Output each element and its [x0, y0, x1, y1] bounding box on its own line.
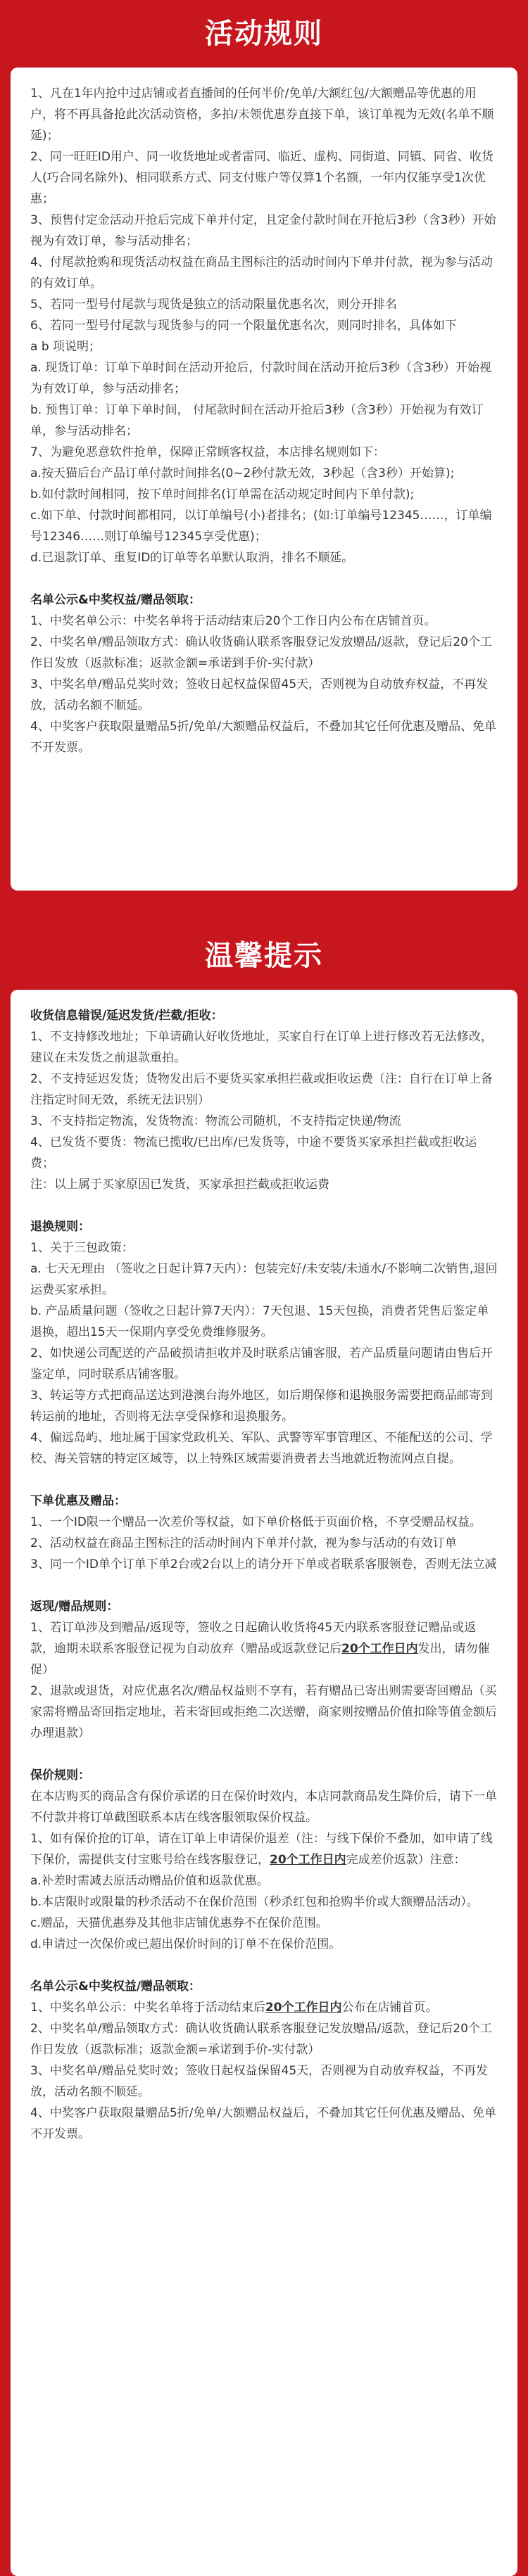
- address-item: 1、不支持修改地址；下单请确认好收货地址，买家自行在订单上进行修改若无法修改，建议在未发货之前退款重拍。: [30, 1030, 493, 1065]
- price-item: [30, 1828, 498, 1870]
- price-item: b.本店限时或限量的秒杀活动不在保价范围（秒杀红包和抢购半价或大额赠品活动）。: [30, 1895, 479, 1909]
- winner-item: 2、中奖名单/赠品领取方式：确认收货确认联系客服登记发放赠品/返款，登记后20个工作日发放（返款标准；返款金额=承诺到手价-实付款）: [30, 635, 492, 670]
- rule-paragraph: 1、凡在1年内抢中过店铺或者直播间的任何半价/免单/大额红包/大额赠品等优惠的用户，将不再具备抢此次活动资格，多拍/未领优惠券直接下单，该订单视为无效(名单不顺延)；: [30, 87, 494, 143]
- refund-heading: 返现/赠品规则：: [30, 1600, 119, 1614]
- refund-item: 2、退款或退货，对应优惠名次/赠品权益则不享有，若有赠品已寄出则需要寄回赠品（买家需将赠品寄回指定地址，若未寄回或拒绝二次送赠，商家则按赠品价值扣除等值金额后办理退款）: [30, 1684, 497, 1740]
- return-item: a. 七天无理由 （签收之日起计算7天内）：包装完好/未安装/未通水/不影响二次销售,退回运费买家承担。: [30, 1262, 498, 1297]
- tips-title: 温馨提示: [205, 940, 323, 972]
- rule-paragraph: a b 项说明；: [30, 340, 101, 354]
- winner-item-text: 公布在店铺首页。: [341, 2001, 438, 2015]
- return-item: 2、如快递公司配送的产品破损请拒收并及时联系店铺客服，若产品质量问题请由售后开鉴定单，同时联系店铺客服。: [30, 1346, 493, 1382]
- rule-paragraph: c.如下单、付款时间都相同，以订单编号(小)者排名；(如:订单编号12345……，订单编号12346……则订单编号12345享受优惠)；: [30, 509, 492, 544]
- rule-paragraph: d.已退款订单、重复ID的订单等名单默认取消，排名不顺延。: [30, 551, 354, 565]
- return-item: 1、关于三包政策：: [30, 1241, 134, 1255]
- winner-item: 3、中奖名单/赠品兑奖时效；签收日起权益保留45天，否则视为自动放弃权益，不再发放，活动名额不顺延。: [30, 677, 489, 713]
- price-item: a.补差时需减去原活动赠品价值和返款优惠。: [30, 1874, 269, 1888]
- rule-paragraph: 3、预售付定金活动开抢后完成下单并付定，且定金付款时间在开抢后3秒（含3秒）开始视为有效订单，参与活动排名；: [30, 213, 496, 248]
- order-item: 3、同一个ID单个订单下单2台或2台以上的请分开下单或者联系客服领卷，否则无法立减: [30, 1557, 497, 1571]
- address-item: 3、不支持指定物流，发货物流：物流公司随机，不支持指定快递/物流: [30, 1114, 401, 1128]
- rule-paragraph: a. 现货订单：订单下单时间在活动开抢后，付款时间在活动开抢后3秒（含3秒）开始视为有效订单，参与活动排名；: [30, 361, 491, 396]
- return-item: b. 产品质量问题（签收之日起计算7天内）：7天包退、15天包换，消费者凭售后鉴定单退换，超出15天一保期内享受免费维修服务。: [30, 1304, 489, 1339]
- winner-item-text: 1、中奖名单公示：中奖名单将于活动结束后: [30, 2001, 265, 2015]
- return-heading: 退换规则：: [30, 1220, 90, 1234]
- refund-item-emphasis: 20个工作日内: [341, 1642, 418, 1656]
- rule-paragraph: 7、为避免恶意软件抢单，保障正常顾客权益，本店排名规则如下：: [30, 445, 385, 459]
- winner-item: 1、中奖名单公示：中奖名单将于活动结束后20个工作日内公布在店铺首页。: [30, 614, 436, 628]
- rule-paragraph: 2、同一旺旺ID用户、同一收货地址或者雷同、临近、虚构、同街道、同镇、同省、收货人(巧合同名除外)、相同联系方式、同支付账户等仅算1个名额，一年内仅能享受1次优惠；: [30, 150, 494, 206]
- address-item: 2、不支持延迟发货；货物发出后不要货买家承担拦截或拒收运费（注：自行在订单上备注指定时间无效，系统无法识别）: [30, 1072, 493, 1107]
- refund-item-text: 1、若订单涉及到赠品/返现等，签收之日起确认收货将45天内联系客服登记赠品或返款，逾期未联系客服登记视为自动放弃（赠品或返款登记后: [30, 1621, 477, 1656]
- winner-heading: 名单公示&中奖权益/赠品领取：: [30, 1979, 201, 1994]
- winner-item: 4、中奖客户获取限量赠品5折/免单/大额赠品权益后，不叠加其它任何优惠及赠品、免单不开发票。: [30, 2106, 497, 2141]
- price-item-text: 完成差价返款）注意：: [346, 1853, 466, 1867]
- winner-item-emphasis: 20个工作日内: [265, 2001, 342, 2015]
- rule-paragraph: 4、付尾款抢购和现货活动权益在商品主图标注的活动时间内下单并付款，视为参与活动的有效订单。: [30, 255, 493, 291]
- price-heading: 保价规则：: [30, 1768, 90, 1783]
- order-item: 2、活动权益在商品主图标注的活动时间内下单并付款，视为参与活动的有效订单: [30, 1536, 457, 1550]
- winner-item: 3、中奖名单/赠品兑奖时效；签收日起权益保留45天，否则视为自动放弃权益，不再发放，活动名额不顺延。: [30, 2064, 489, 2099]
- rules-title: 活动规则: [205, 18, 323, 50]
- rule-paragraph: b. 预售订单：订单下单时间， 付尾款时间在活动开抢后3秒（含3秒）开始视为有效订单，参与活动排名；: [30, 403, 484, 438]
- order-item: 1、一个ID限一个赠品一次差价等权益，如下单价格低于页面价格，不享受赠品权益。: [30, 1515, 482, 1529]
- winner-item: [30, 1997, 498, 2018]
- return-item: 4、偏远岛屿、地址属于国家党政机关、军队、武警等军事管理区、不能配送的公司、学校、海关管辖的特定区域等，以上特殊区域需要消费者去当地就近物流网点自提。: [30, 1431, 493, 1466]
- winner-item: 2、中奖名单/赠品领取方式：确认收货确认联系客服登记发放赠品/返款，登记后20个工作日发放（返款标准；返款金额=承诺到手价-实付款）: [30, 2022, 492, 2057]
- tips-card: [11, 990, 517, 2576]
- rule-paragraph: 6、若同一型号付尾款与现货参与的同一个限量优惠名次，则同时排名，具体如下: [30, 319, 457, 333]
- price-intro: 在本店购买的商品含有保价承诺的日在保价时效内，本店同款商品发生降价后，请下一单不付款并将订单截图联系本店在线客服领取保价权益。: [30, 1790, 497, 1825]
- winner-item: 4、中奖客户获取限量赠品5折/免单/大额赠品权益后，不叠加其它任何优惠及赠品、免单不开发票。: [30, 720, 497, 755]
- address-note: 注：以上属于买家原因已发货，买家承担拦截或拒收运费: [30, 1178, 329, 1192]
- price-item-text: 1、如有保价抢的订单，请在订单上申请保价退差（注：与线下保价不叠加，如申请了线下保价，需提供支付宝账号给在线客服登记，: [30, 1832, 493, 1867]
- address-item: 4、已发货不要货：物流已揽收/已出库/已发货等，中途不要货买家承担拦截或拒收运费；: [30, 1135, 477, 1171]
- price-item-emphasis: 20个工作日内: [270, 1853, 346, 1867]
- refund-item: [30, 1617, 498, 1681]
- rule-paragraph: a.按天猫后台产品订单付款时间排名(0~2秒付款无效，3秒起（含3秒）开始算);: [30, 466, 455, 480]
- return-item: 3、转运等方式把商品送达到港澳台海外地区，如后期保修和退换服务需要把商品邮寄到转运前的地址，否则将无法享受保修和退换服务。: [30, 1389, 493, 1424]
- rule-paragraph: 5、若同一型号付尾款与现货是独立的活动限量优惠名次，则分开排名: [30, 298, 397, 312]
- rules-card: [11, 68, 517, 891]
- refund-item-text: 发出，请勿催促）: [30, 1642, 490, 1677]
- price-item: d.申请过一次保价或已超出保价时间的订单不在保价范围。: [30, 1937, 341, 1951]
- rule-paragraph: b.如付款时间相同，按下单时间排名(订单需在活动规定时间内下单付款);: [30, 487, 415, 502]
- address-heading: 收货信息错误/延迟发货/拦截/拒收：: [30, 1009, 223, 1023]
- order-heading: 下单优惠及赠品：: [30, 1494, 126, 1508]
- winner-heading: 名单公示&中奖权益/赠品领取：: [30, 593, 201, 607]
- price-item: c.赠品，天猫优惠券及其他非店铺优惠券不在保价范围。: [30, 1916, 328, 1930]
